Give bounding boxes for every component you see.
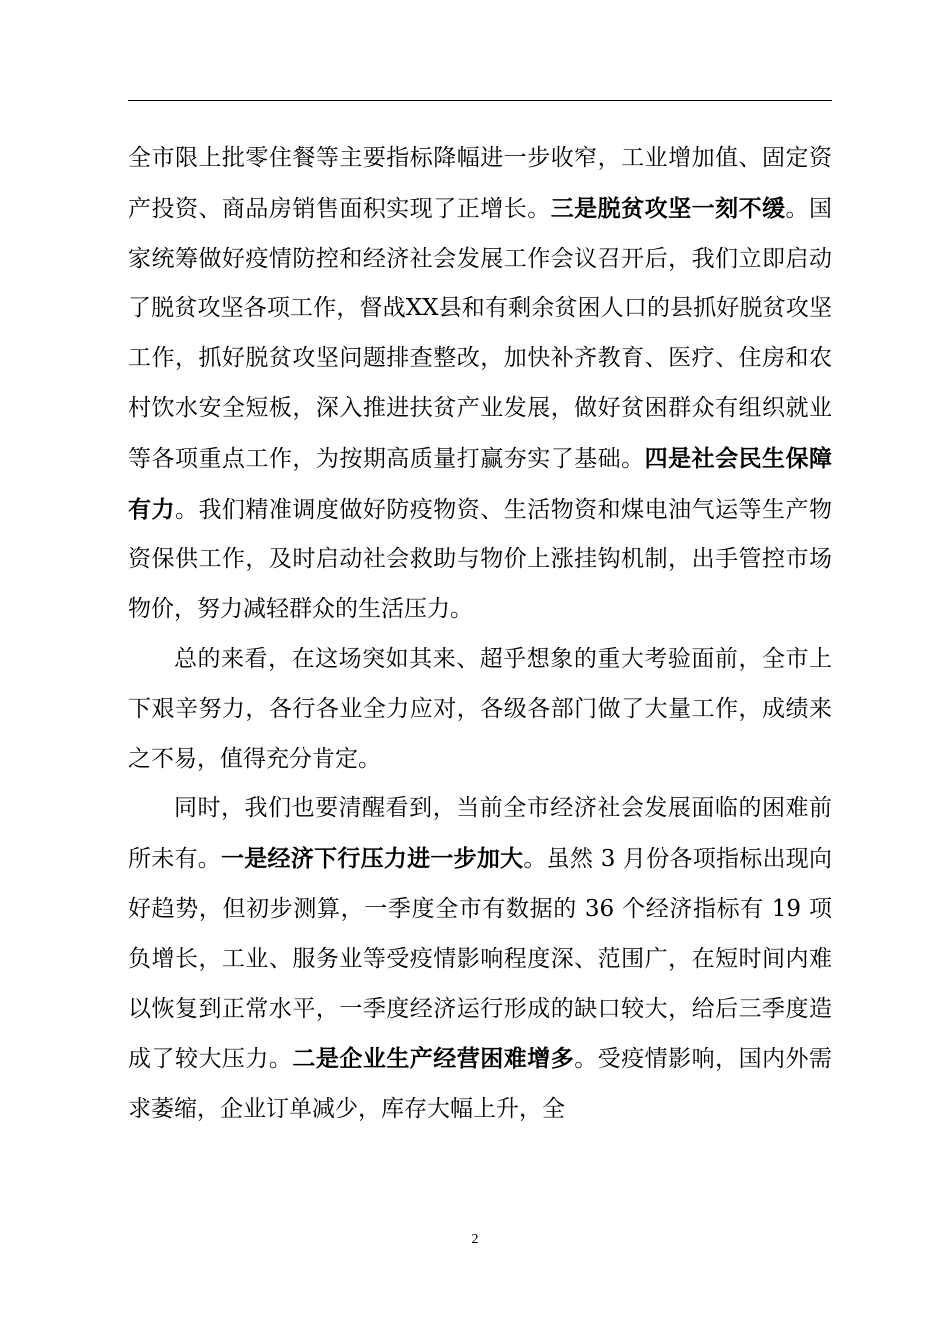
text-run: 。受疫情影响，国内外需求萎缩，企业订单减少，库存大幅上升，全 (128, 1046, 833, 1123)
bold-heading: 一是经济下行压力进一步加大 (221, 845, 524, 873)
text-run: 。国家统筹做好疫情防控和经济社会发展工作会议召开后，我们立即启动了脱贫攻坚各项工作，督战XX县和有剩余贫困人口的县抓好脱贫攻坚工作，抓好脱贫攻坚问题排查整改，加快补齐教育、医疗、住房和农村饮水安全短板，深入推进扶贫产业发展，做好贫困群众有组织就业等各项重点工作，为按期高质量打赢夯实了基础。 (128, 195, 833, 472)
bold-heading: 三是脱贫攻坚一刻不缓 (550, 194, 786, 222)
paragraph-3 (128, 784, 832, 1135)
bold-heading: 二是企业生产经营困难增多 (292, 1045, 575, 1073)
text-run: 全市限上批零住餐等主要指标降幅进一步收窄，工业增加值、固定资产投资、商品房销售面积实现了正增长。 (128, 145, 832, 222)
paragraph-2 (128, 635, 832, 784)
paragraph-1 (128, 134, 832, 635)
text-run: 。我们精准调度做好防疫物资、生活物资和煤电油气运等生产物资保供工作，及时启动社会救助与物价上涨挂钩机制，出手管控市场物价，努力减轻群众的生活压力。 (128, 496, 833, 623)
document-body (128, 134, 832, 1135)
header-rule (128, 100, 832, 101)
page-number: 2 (471, 1232, 479, 1247)
text-run: 。虽然 3 月份各项指标出现向好趋势，但初步测算，一季度全市有数据的 36 个经济指标有 19 项负增长，工业、服务业等受疫情影响程度深、范围广，在短时间内难以恢复到正常水平，一季度经济运行形成的缺口较大，给后三季度造成了较大压力。 (128, 846, 832, 1073)
text-run: 同时，我们也要清醒看到，当前全市经济社会发展面临的困难前所未有。 (128, 795, 832, 873)
bold-heading: 四是社会民生保障有力 (128, 444, 833, 523)
text-run: 总的来看，在这场突如其来、超乎想象的重大考验面前，全市上下艰辛努力，各行各业全力应对，各级各部门做了大量工作，成绩来之不易，值得充分肯定。 (128, 645, 832, 772)
